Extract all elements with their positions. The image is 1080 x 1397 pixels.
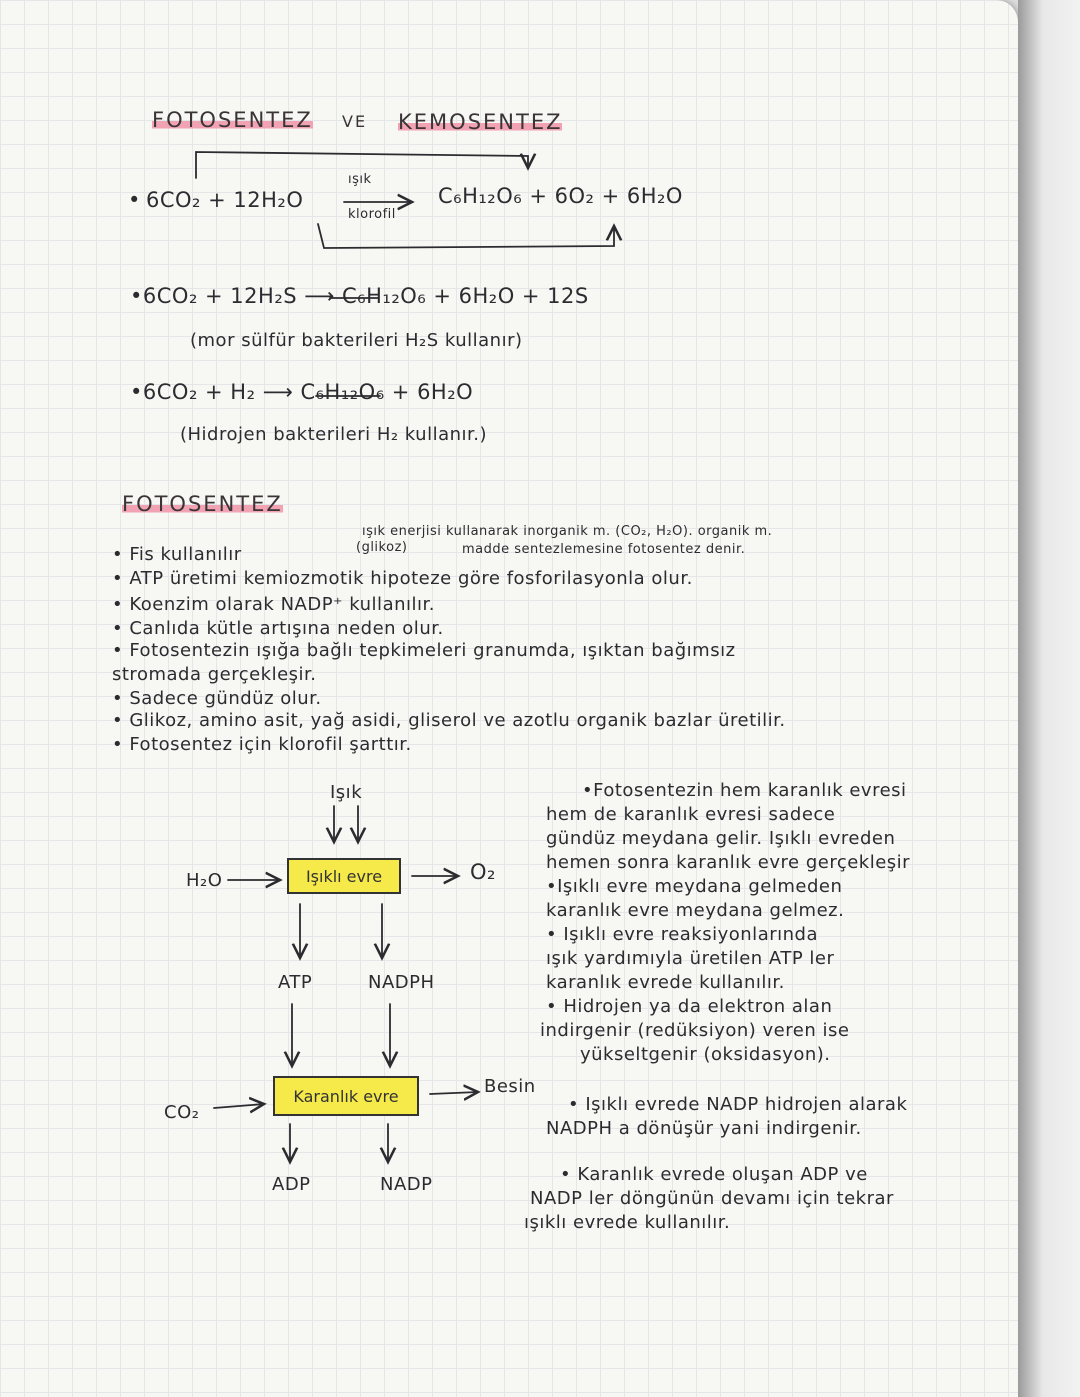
note-line: • Işıklı evre reaksiyonlarında xyxy=(546,924,818,945)
note-line: ışıklı evrede kullanılır. xyxy=(524,1212,731,1233)
note-line: gündüz meydana gelir. Işıklı evreden xyxy=(546,828,896,849)
note-line: ışık yardımıyla üretilen ATP ler xyxy=(546,948,835,969)
bullet-item: • Koenzim olarak NADP⁺ kullanılır. xyxy=(112,594,435,615)
eq1-reactants: 6CO₂ + 12H₂O xyxy=(146,188,304,212)
eq3-equation: •6CO₂ + H₂ ⟶ C₆H₁₂O₆ + 6H₂O xyxy=(130,380,474,404)
bullet-item: • Fotosentezin ışığa bağlı tepkimeleri granumda, ışıktan bağımsız xyxy=(112,640,736,661)
bullet-item: • Fotosentez için klorofil şarttır. xyxy=(112,734,412,755)
light-phase-box: Işıklı evre xyxy=(287,858,401,894)
eq3-note: (Hidrojen bakterileri H₂ kullanır.) xyxy=(180,424,488,445)
bullet-item: • Fis kullanılır xyxy=(112,544,242,565)
note-line: • Karanlık evrede oluşan ADP ve xyxy=(560,1164,868,1185)
diagram-nadp-label: NADP xyxy=(380,1174,433,1195)
note-line: karanlık evrede kullanılır. xyxy=(546,972,785,993)
note-line: yükseltgenir (oksidasyon). xyxy=(580,1044,831,1065)
note-line: • Hidrojen ya da elektron alan xyxy=(546,996,833,1017)
definition-line1: ışık enerjisi kullanarak inorganik m. (CO₂, H₂O). organik m. xyxy=(362,524,773,539)
diagram-co2-label: CO₂ xyxy=(164,1102,200,1123)
note-line: •Fotosentezin hem karanlık evresi xyxy=(582,780,907,801)
eq1-bullet: • xyxy=(128,188,141,212)
diagram-adp-label: ADP xyxy=(272,1174,311,1195)
diagram-food-label: Besin xyxy=(484,1076,536,1097)
diagram-water-label: H₂O xyxy=(186,870,223,891)
dark-phase-box: Karanlık evre xyxy=(273,1076,419,1116)
diagram-oxygen-label: O₂ xyxy=(470,860,496,884)
eq1-above-arrow: ışık xyxy=(348,172,372,187)
bullet-item: • Glikoz, amino asit, yağ asidi, gliserol ve azotlu organik bazlar üretilir. xyxy=(112,710,786,731)
note-line: •Işıklı evre meydana gelmeden xyxy=(546,876,843,897)
eq2-equation: •6CO₂ + 12H₂S ⟶ C₆H₁₂O₆ + 6H₂O + 12S xyxy=(130,284,589,308)
bullet-item: • Sadece gündüz olur. xyxy=(112,688,322,709)
eq2-note: (mor sülfür bakterileri H₂S kullanır) xyxy=(190,330,523,351)
title-fotosentez: FOTOSENTEZ xyxy=(152,108,313,132)
note-line: karanlık evre meydana gelmez. xyxy=(546,900,845,921)
note-line: NADPH a dönüşür yani indirgenir. xyxy=(546,1118,862,1139)
note-line: NADP ler döngünün devamı için tekrar xyxy=(530,1188,894,1209)
page-edge xyxy=(1018,0,1080,1397)
note-line: indirgenir (redüksiyon) veren ise xyxy=(540,1020,850,1041)
eq1-products: C₆H₁₂O₆ + 6O₂ + 6H₂O xyxy=(438,184,683,208)
eq1-below-arrow: klorofil xyxy=(348,207,396,222)
note-line: • Işıklı evrede NADP hidrojen alarak xyxy=(568,1094,908,1115)
diagram-nadph-label: NADPH xyxy=(368,972,435,993)
definition-line2: madde sentezlemesine fotosentez denir. xyxy=(462,542,746,557)
bullet-item: stromada gerçekleşir. xyxy=(112,664,317,685)
title-ve: VE xyxy=(342,112,368,131)
title-kemosentez: KEMOSENTEZ xyxy=(398,110,563,134)
diagram-atp-label: ATP xyxy=(278,972,313,993)
bullet-item: • Canlıda kütle artışına neden olur. xyxy=(112,618,444,639)
note-line: hem de karanlık evresi sadece xyxy=(546,804,836,825)
definition-small: (glikoz) xyxy=(356,540,408,555)
note-line: hemen sonra karanlık evre gerçekleşir xyxy=(546,852,911,873)
bullet-item: • ATP üretimi kemiozmotik hipoteze göre fosforilasyonla olur. xyxy=(112,568,693,589)
section-heading: FOTOSENTEZ xyxy=(122,492,283,516)
diagram-light-label: Işık xyxy=(330,782,363,803)
